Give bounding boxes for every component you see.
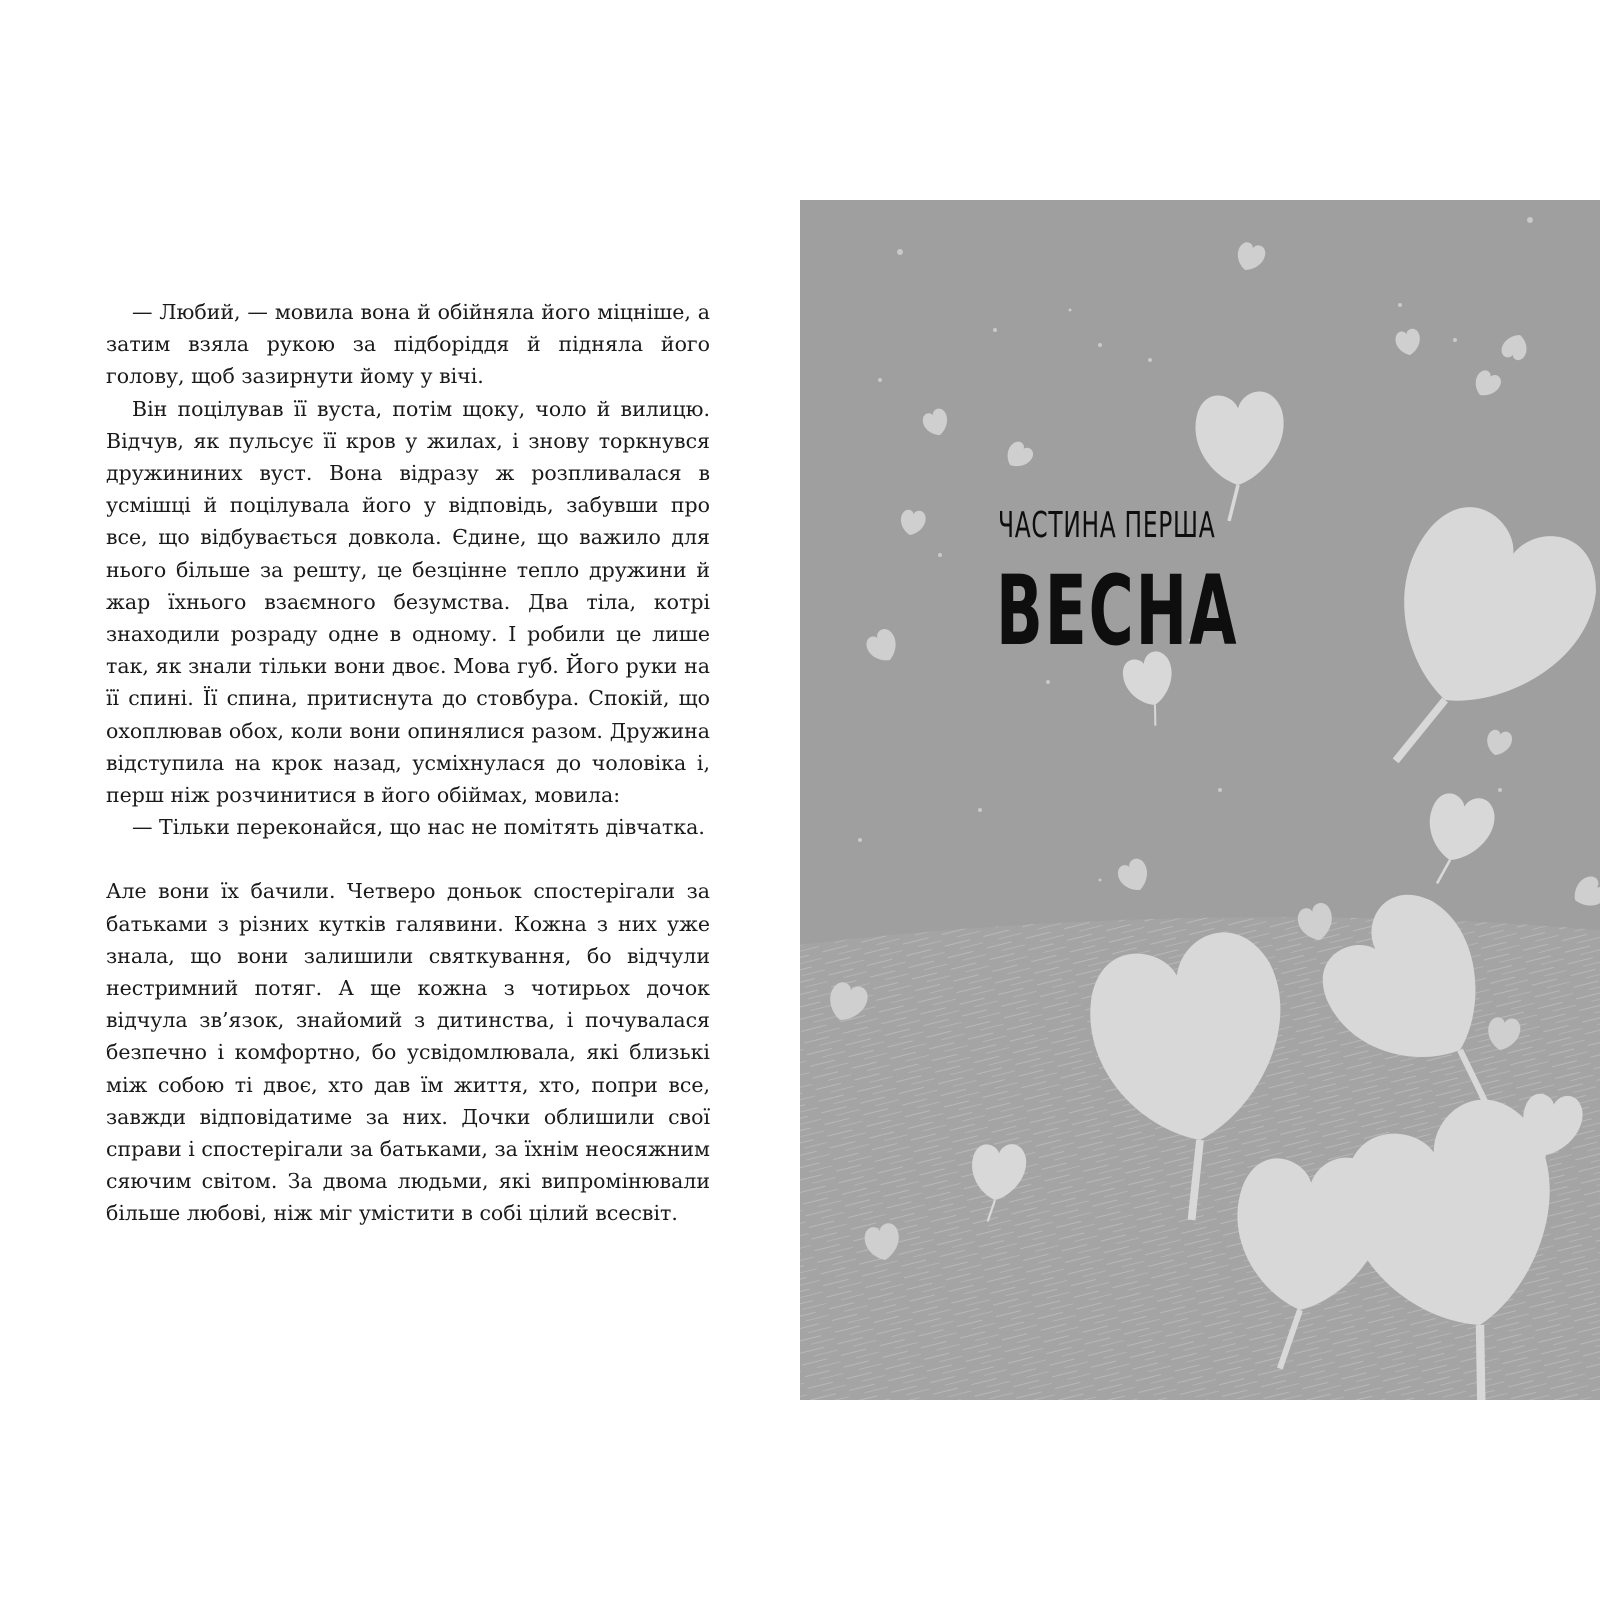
part-label: ЧАСТИНА ПЕРША	[998, 505, 1216, 546]
part-title: ВЕСНА	[996, 555, 1239, 667]
paragraph-2: Він поцілував її вуста, потім щоку, чоло й вилицю. Відчув, як пульсує її кров у жилах, і знову торкнувся дружининих вуст. Вона відразу ж розпливалася в усмішці й поцілувала його у відповідь, забувши про все, що відбувається довкола. Єдине, що важило для нього більше за решту, це безцінне тепло дружини й жар їхнього взаємного безумства. Два тіла, котрі знаходили розраду одне в одному. І робили це лише так, як знали тільки вони двоє. Мова губ. Його руки на її спині. Її спина, притиснута до стовбура. Спокій, що охоплював обох, коли вони опинялися разом. Дружина відступила на крок назад, усміхнулася до чоловіка і, перш ніж розчинитися в його обіймах, мовила:	[106, 396, 710, 808]
chapter-illustration	[800, 200, 1600, 1400]
paragraph-4: Але вони їх бачили. Четверо доньок спостерігали за батьками з різних кутків галявини. Кожна з них уже знала, що вони залишили святкування, бо відчули нестримний потяг. А ще кожна з чотирьох дочок відчула зв’язок, знайомий з дитинства, і почувалася безпечно і комфортно, бо усвідомлювала, які близькі між собою ті двоє, хто дав їм життя, хто, попри все, завжди відповідатиме за них. Дочки облишили свої справи і спостерігали за батьками, за їхнім неосяжним сяючим світом. За двома людьми, які випромінювали більше любові, ніж міг умістити в собі цілий всесвіт.	[106, 879, 710, 1226]
paragraph-1: — Любий, — мовила вона й обійняла його міцніше, а затим взяла рукою за підборіддя й підняла його голову, щоб зазирнути йому у вічі.	[106, 300, 710, 389]
ginkgo-leaves-illustration	[800, 200, 1600, 1400]
left-page-text	[106, 296, 710, 1230]
paragraph-3: — Тільки переконайся, що нас не помітять дівчатка.	[132, 815, 705, 840]
